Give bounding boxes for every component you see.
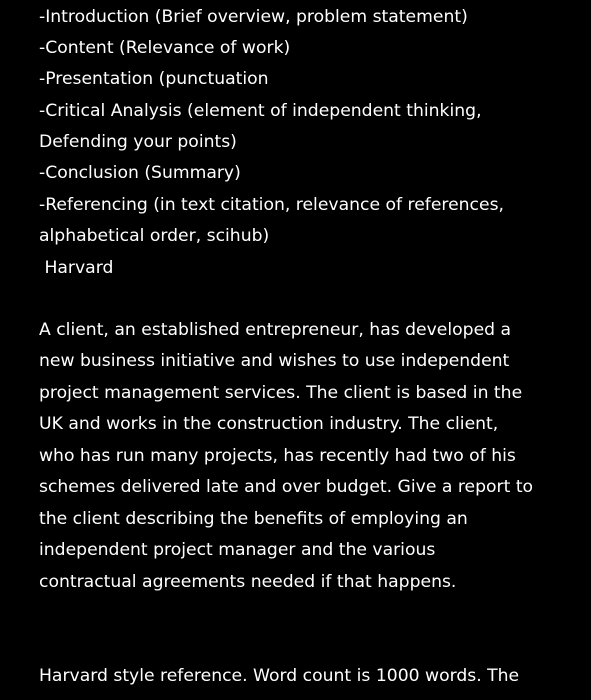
footer-line: Harvard style reference. Word count is 1000 words. The [39,666,520,686]
criteria-line-critical-analysis-cont: Defending your points) [39,132,237,152]
criteria-line-critical-analysis: -Critical Analysis (element of independent thinking, [39,101,482,121]
criteria-line-referencing: -Referencing (in text citation, relevance of references, [39,195,505,215]
criteria-line-content: -Content (Relevance of work) [39,38,291,58]
task-line-6: schemes delivered late and over budget. Give a report to [39,477,534,497]
task-line-7: the client describing the benefits of employing an [39,509,468,529]
criteria-line-introduction: -Introduction (Brief overview, problem statement) [39,7,468,27]
task-line-4: UK and works in the construction industry. The client, [39,414,499,434]
task-line-3: project management services. The client is based in the [39,383,523,403]
task-line-9: contractual agreements needed if that happens. [39,572,457,592]
task-line-5: who has run many projects, has recently had two of his [39,446,516,466]
criteria-line-presentation: -Presentation (punctuation [39,69,269,89]
task-line-8: independent project manager and the various [39,540,436,560]
task-line-1: A client, an established entrepreneur, has developed a [39,320,512,340]
criteria-line-harvard: Harvard [39,258,114,278]
task-line-2: new business initiative and wishes to use independent [39,351,510,371]
criteria-line-referencing-cont: alphabetical order, scihub) [39,226,270,246]
criteria-line-conclusion: -Conclusion (Summary) [39,163,241,183]
